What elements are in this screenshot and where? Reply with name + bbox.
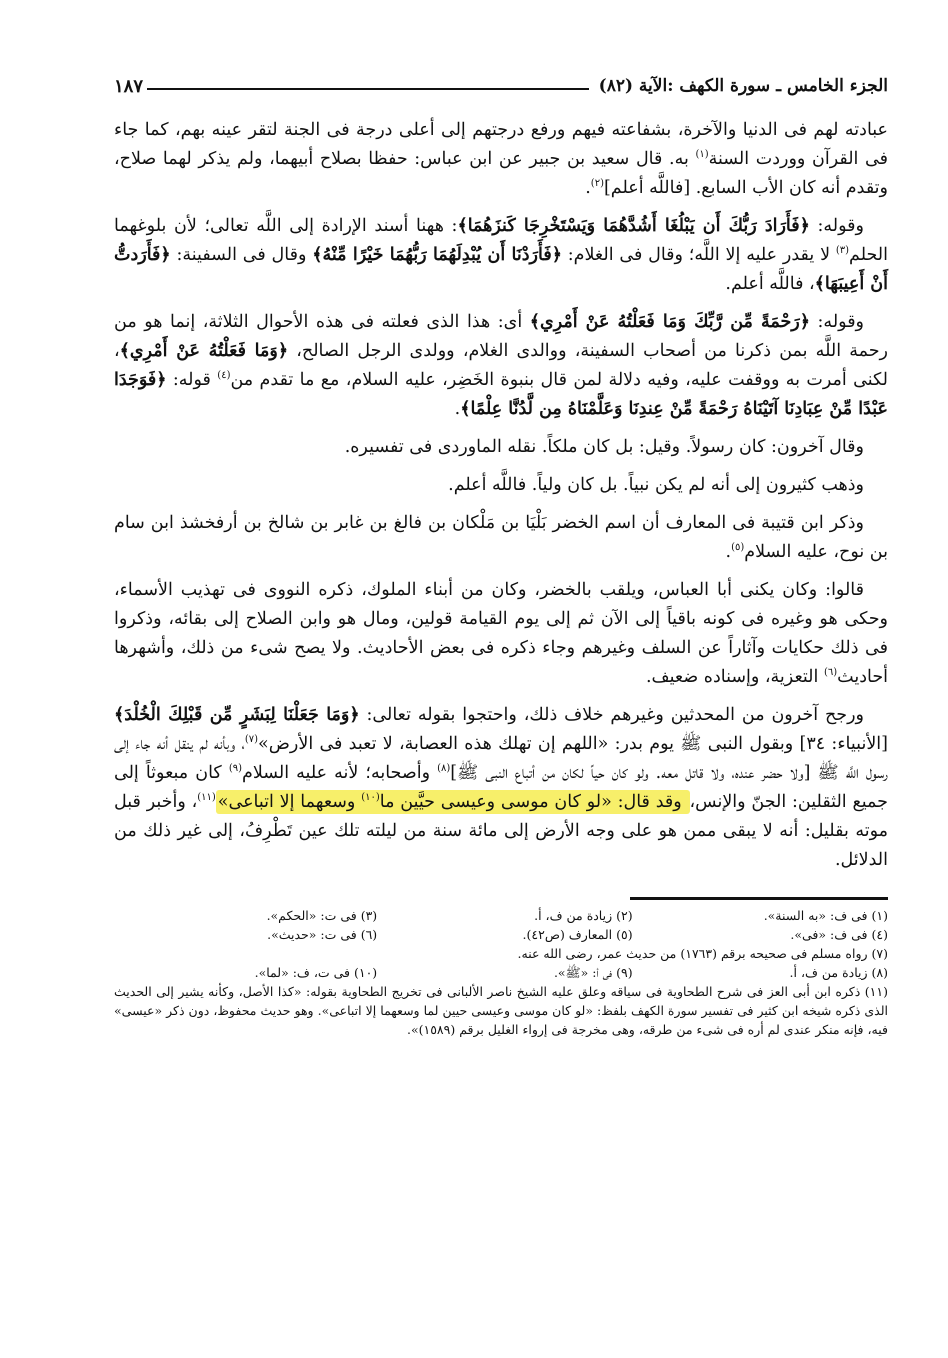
footnote-row (114, 925, 888, 944)
footnote-3: (٣) فى ت: «الحكم». (266, 908, 378, 923)
footnote-separator (630, 897, 888, 900)
page-number: ١٨٧ (114, 75, 144, 97)
paragraph-8: ورجح آخرون من المحدثين وغيرهم خلاف ذلك، واحتجوا بقوله تعالى: ﴿وَمَا جَعَلْنَا لِبَشَرٍ مِّن قَبْلِكَ الْخُلْدَ﴾ [الأنبياء: ٣٤] وبقول النبى ﷺ يوم بدر: «اللهم إن تهلك هذه العصابة، لا تعبد فى الأرض»$^{(٧)}$، وبأنه لم ينقل أنه جاء إلى رسول اللَّه ﷺ [ولا حضر عنده، ولا قاتل معه. ولو كان حياً لكان من أتباع النبى ﷺ]$^{(٨)}$ وأصحابه؛ لأنه عليه السلام$^{(٩)}$ كان مبعوثاً إلى جميع الثقلين: الجنّ والإنس، وقد قال: «لو كان موسى وعيسى حيَّين ما$^{(١٠)}$ وسعهما إلا اتباعى»$^{(١١)}$، وأخبر قبل موته بقليل: أنه لا يبقى ممن هو على وجه الأرض إلى مائة سنة من ليلته تلك عين تَطْرِفُ، إلى غير ذلك من الدلائل. (114, 705, 888, 870)
footnote-ref-2[interactable]: (٢) (590, 178, 604, 190)
footnotes (114, 906, 888, 1039)
footnote-ref-5[interactable]: (٥) (731, 542, 745, 554)
footnote-8: (٨) زيادة من ف، أ. (789, 965, 888, 980)
book-page (114, 70, 888, 1039)
footnote-ref-1[interactable]: (١) (695, 149, 709, 161)
footnote-11: (١١) ذكره ابن أبى العز فى شرح الطحاوية فى سياقه وعلق عليه الشيخ ناصر الألبانى فى تخريج الطحاوية بقوله: «كذا الأصل، وكأنه يشير إلى الحديث الذى ذكره شيخه ابن كثير فى تفسير سورة الكهف بلفظ: «لو كان موسى وعيسى حيين لما وسعهما إلا اتباعى». وهو حديث محفوظ، دون ذكر «عيسى» فيه، فإنه منكر عندى لم أره فى شىء من طرقه، وهى مخرجة فى إرواء الغليل برقم (١٥٨٩)». (114, 984, 888, 1037)
footnote-7: (٧) رواه مسلم فى صحيحه برقم (١٧٦٣) من حديث عمر، رضى الله عنه. (517, 946, 888, 961)
footnote-ref-3[interactable]: (٣) (835, 245, 850, 257)
footnote-ref-7[interactable]: (٧) (244, 734, 259, 746)
paragraph-7: قالوا: وكان يكنى أبا العباس، ويلقب بالخضر، وكان من أبناء الملوك، ذكره النووى فى تهذيب الأسماء، وحكى هو وغيره فى كونه باقياً إلى الآن ثم إلى يوم القيامة قولين، ومال هو وابن الصلاح إلى بقائه، وذكروا فى ذلك حكايات وآثاراً عن السلف وغيرهم وجاء ذكره فى بعض الأحاديث. ولا يصح شىء من ذلك، وأشهرها أحاديث$^{(٦)}$ التعزية، وإسناده ضعيف. (114, 580, 888, 687)
footnote-ref-11[interactable]: (١١) (197, 792, 216, 804)
footnote-10: (١٠) فى ت، ف: «لما». (254, 965, 378, 980)
footnote-row (114, 906, 888, 925)
footnote-1: (١) فى ف: «به السنة». (763, 908, 888, 923)
footnote-6: (٦) فى ت: «حديث». (267, 927, 378, 942)
footnote-ref-9[interactable]: (٩) (228, 763, 243, 775)
footnote-ref-8[interactable]: (٨) (437, 763, 451, 775)
quran-verse: ﴿وَمَا فَعَلْتُهُ عَنْ أَمْرِي﴾ (119, 341, 289, 361)
quran-verse: ﴿فَأَرَادَ رَبُّكَ أَن يَبْلُغَا أَشُدَّهُمَا وَيَسْتَخْرِجَا كَنزَهُمَا﴾ (457, 216, 810, 236)
footnote-4: (٤) فى ف: «فى». (790, 927, 888, 942)
quran-verse: ﴿فَأَرَدتُّ أَنْ أَعِيبَهَا﴾ (114, 245, 888, 294)
paragraph-1: عبادته لهم فى الدنيا والآخرة، بشفاعته فيهم ورفع درجتهم إلى أعلى درجة فى الجنة لتقر عينه بهم، كما جاء فى القرآن ووردت السنة$^{(١)}$ به. قال سعيد بن جبير عن ابن عباس: حفظا بصلاح أبيهما، ولم يذكر لهما صلاح، وتقدم أنه كان الأب السابع. [فاللَّه أعلم]$^{(٢)}$. (114, 120, 888, 198)
header-rule (147, 88, 589, 90)
chapter-title: الجزء الخامس ـ سورة الكهف :الآية (٨٢) (598, 76, 888, 96)
running-head (114, 70, 888, 102)
paragraph-2: وقوله: ﴿فَأَرَادَ رَبُّكَ أَن يَبْلُغَا أَشُدَّهُمَا وَيَسْتَخْرِجَا كَنزَهُمَا﴾: ههنا أسند الإرادة إلى اللَّه تعالى؛ لأن بلوغهما الحلم$^{(٣)}$ لا يقدر عليه إلا اللَّه؛ وقال فى الغلام: ﴿فَأَرَدْنَا أَن يُبْدِلَهُمَا رَبُّهُمَا خَيْرًا مِّنْهُ﴾ وقال فى السفينة: ﴿فَأَرَدتُّ أَنْ أَعِيبَهَا﴾، فاللَّه أعلم. (114, 216, 888, 294)
main-text (114, 116, 888, 875)
highlighted-hadith[interactable]: وقد قال: «لو كان موسى وعيسى حيَّين ما$^{(١٠)}$ وسعهما إلا اتباعى» (217, 792, 688, 812)
quran-verse: ﴿فَوَجَدَا عَبْدًا مِّنْ عِبَادِنَا آتَيْنَاهُ رَحْمَةً مِّنْ عِندِنَا وَعَلَّمْنَاهُ مِن لَّدُنَّا عِلْمًا﴾ (114, 370, 888, 419)
paragraph-3: وقوله: ﴿رَحْمَةً مِّن رَّبِّكَ وَمَا فَعَلْتُهُ عَنْ أَمْرِي﴾ أى: هذا الذى فعلته فى هذه الأحوال الثلاثة، إنما هو من رحمة اللَّه بمن ذكرنا من أصحاب السفينة، ووالدى الغلام، وولدى الرجل الصالح، ﴿وَمَا فَعَلْتُهُ عَنْ أَمْرِي﴾، لكنى أمرت به ووقفت عليه، وفيه دلالة لمن قال بنبوة الخَضِر، عليه السلام، مع ما تقدم من$^{(٤)}$ قوله: ﴿فَوَجَدَا عَبْدًا مِّنْ عِبَادِنَا آتَيْنَاهُ رَحْمَةً مِّنْ عِندِنَا وَعَلَّمْنَاهُ مِن لَّدُنَّا عِلْمًا﴾. (114, 312, 889, 419)
footnote-ref-6[interactable]: (٦) (823, 667, 838, 679)
paragraph-5: وذهب كثيرون إلى أنه لم يكن نبياً. بل كان ولياً. فاللَّه أعلم. (448, 475, 864, 495)
paragraph-4: وقال آخرون: كان رسولاً. وقيل: بل كان ملكاً. نقله الماوردى فى تفسيره. (344, 437, 864, 457)
footnote-2: (٢) زيادة من ف، أ. (534, 908, 633, 923)
footnote-row (114, 963, 888, 982)
footnote-9: (٩) فى أ: «ﷺ». (553, 965, 633, 980)
footnote-5: (٥) المعارف (ص٤٢). (522, 927, 633, 942)
quran-verse: ﴿وَمَا جَعَلْنَا لِبَشَرٍ مِّن قَبْلِكَ الْخُلْدَ﴾ (114, 705, 360, 725)
paragraph-6: وذكر ابن قتيبة فى المعارف أن اسم الخضر بَلْيَا بن مَلْكان بن فالغ بن غابر بن شالخ بن أرفخشذ ابن سام بن نوح، عليه السلام$^{(٥)}$. (114, 513, 888, 562)
quran-verse: ﴿رَحْمَةً مِّن رَّبِّكَ وَمَا فَعَلْتُهُ عَنْ أَمْرِي﴾ (529, 312, 810, 332)
quran-verse: ﴿فَأَرَدْنَا أَن يُبْدِلَهُمَا رَبُّهُمَا خَيْرًا مِّنْهُ﴾ (312, 245, 562, 265)
footnote-ref-4[interactable]: (٤) (217, 370, 231, 382)
footnote-ref-10[interactable]: (١٠) (361, 792, 380, 804)
